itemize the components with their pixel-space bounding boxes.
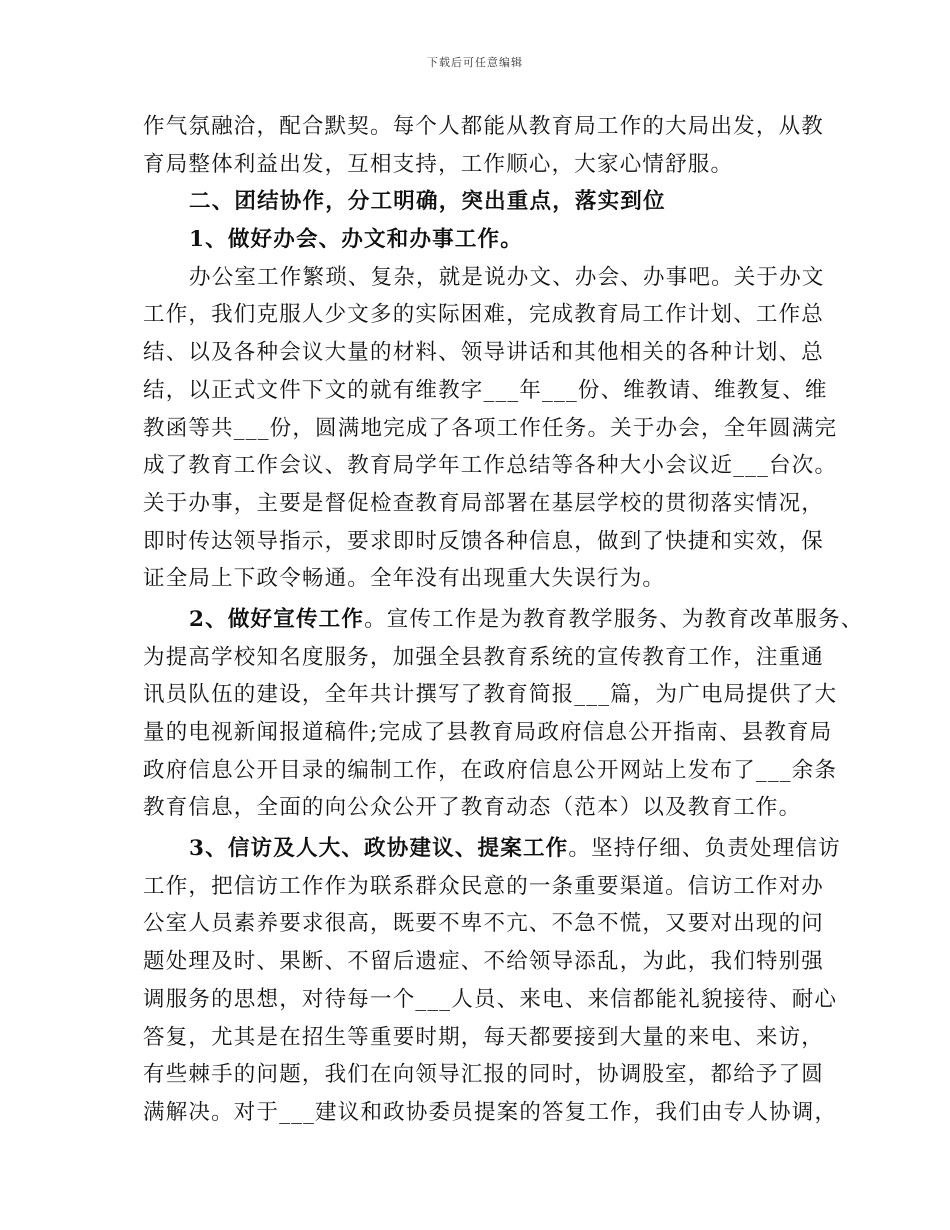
subsection-heading [143,221,819,259]
line-text: 教育信息，全面的向公众公开了教育动态（范本）以及教育工作。 [143,795,802,821]
paragraph-line [143,372,828,410]
paragraph-line [143,868,825,906]
paragraph-line [143,334,825,372]
header-note: 下载后可任意编辑 [427,56,523,69]
section-heading [143,183,819,221]
line-text: 政府信息公开目录的编制工作，在政府信息公开网站上发布了___余条 [143,757,838,783]
paragraph-line [143,523,825,561]
line-text: 公室人员素养要求很高，既要不卑不亢、不急不慌，又要对出现的问 [143,911,825,937]
heading-text: 1、做好办会、办文和办事工作。 [189,227,523,253]
line-text: 有些棘手的问题，我们在向领导汇报的同时，协调股室，都给予了圆 [143,1062,825,1088]
line-text: 结、以及各种会议大量的材料、领导讲话和其他相关的各种计划、总 [143,340,825,366]
paragraph-line [143,943,825,981]
paragraph-line [143,981,838,1019]
paragraph-line [143,410,838,448]
line-text: 量的电视新闻报道稿件;完成了县教育局政府信息公开指南、县教育局 [143,720,833,745]
line-text: 答复，尤其是在招生等重要时期，每天都要接到大量的来电、来访， [143,1024,825,1050]
line-text: 。坚持仔细、负责处理信访 [568,836,841,862]
paragraph-line [143,752,838,790]
line-text: 关于办事，主要是督促检查教育局部署在基层学校的贯彻落实情况， [143,490,825,516]
line-text: 教函等共___份，圆满地完成了各项工作任务。关于办会，全年圆满完 [143,415,838,441]
paragraph-line [143,1056,825,1094]
paragraph-line [143,560,819,598]
line-text: 结，以正式文件下文的就有维教字___年___份、维教请、维教复、维 [143,377,828,403]
paragraph-line [143,259,825,297]
line-text: 。宣传工作是为教育教学服务、为教育改革服务、 [364,606,864,632]
paragraph-line [143,1094,838,1132]
paragraph-line [143,447,838,485]
line-text: 作气氛融洽，配合默契。每个人都能从教育局工作的大局出发，从教 [143,114,825,139]
paragraph-line [143,714,833,752]
paragraph-line [143,108,825,146]
line-text: 工作，把信访工作作为联系群众民意的一条重要渠道。信访工作对办 [143,873,825,899]
paragraph-line [143,830,841,868]
document-body [143,108,864,1132]
paragraph-line [143,296,825,334]
line-text: 办公室工作繁琐、复杂，就是说办文、办会、办事吧。关于办文 [189,264,825,290]
paragraph-line [143,601,864,639]
line-text: 成了教育工作会议、教育局学年工作总结等各种大小会议近___台次。 [143,453,838,479]
heading-text: 二、团结协作，分工明确，突出重点，落实到位 [189,189,666,215]
line-text: 育局整体利益出发，互相支持，工作顺心，大家心情舒服。 [143,151,734,177]
inline-heading: 2、做好宣传工作 [189,606,365,632]
paragraph-line [143,639,825,677]
line-text: 满解决。对于___建议和政协委员提案的答复工作，我们由专人协调， [143,1099,838,1125]
line-text: 题处理及时、果断、不留后遗症、不给领导添乱，为此，我们特别强 [143,949,825,975]
line-text: 讯员队伍的建设，全年共计撰写了教育简报___篇，为广电局提供了大 [143,682,838,708]
line-text: 调服务的思想，对待每一个___人员、来电、来信都能礼貌接待、耐心 [143,986,838,1012]
paragraph-line [143,146,819,184]
paragraph-line [143,676,838,714]
line-text: 工作，我们克服人少文多的实际困难，完成教育局工作计划、工作总 [143,302,825,328]
paragraph-line [143,789,819,827]
paragraph-line [143,1019,825,1057]
paragraph-line [143,905,825,943]
line-text: 即时传达领导指示，要求即时反馈各种信息，做到了快捷和实效，保 [143,528,825,554]
paragraph-line [143,485,825,523]
line-text: 证全局上下政令畅通。全年没有出现重大失误行为。 [143,566,666,592]
line-text: 为提高学校知名度服务，加强全县教育系统的宣传教育工作，注重通 [143,644,825,670]
inline-heading: 3、信访及人大、政协建议、提案工作 [189,836,569,862]
